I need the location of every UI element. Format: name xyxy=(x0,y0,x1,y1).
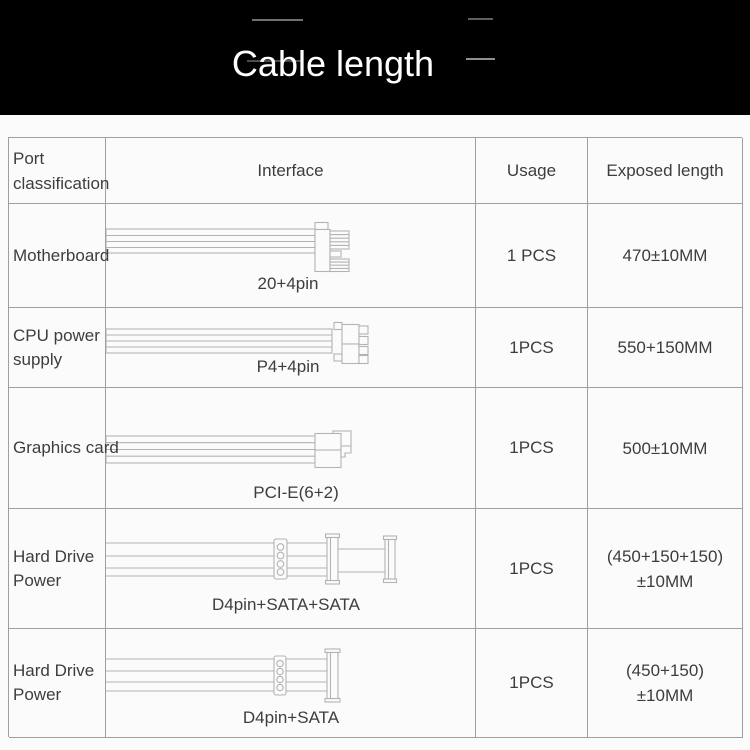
row-exposed-length xyxy=(588,388,743,509)
exposed-length-value: 500±10MM xyxy=(622,438,708,458)
header-port-classification: Port classification xyxy=(9,138,106,204)
row-exposed-length xyxy=(588,308,743,388)
row-usage: 1PCS xyxy=(476,509,588,629)
cable-label: P4+4pin xyxy=(256,357,320,376)
row-exposed-length xyxy=(588,204,743,308)
decorative-dash xyxy=(468,18,493,20)
row-interface xyxy=(106,509,476,629)
row-usage: 1PCS xyxy=(476,629,588,738)
row-usage: 1PCS xyxy=(476,388,588,509)
row-interface xyxy=(106,308,476,388)
row-classification: Hard Drive Power xyxy=(9,509,106,629)
exposed-length-value: 550+150MM xyxy=(617,338,713,357)
row-usage: 1 PCS xyxy=(476,204,588,308)
row-classification: Hard Drive Power xyxy=(9,629,106,738)
banner xyxy=(0,0,750,115)
exposed-length-value: (450+150+150) xyxy=(606,546,724,566)
row-classification: Graphics card xyxy=(9,388,106,509)
row-interface xyxy=(106,204,476,308)
row-classification: Motherboard xyxy=(9,204,106,308)
exposed-length-value: ±10MM xyxy=(636,571,694,591)
cable-length-table xyxy=(8,137,742,737)
row-classification: CPU power supply xyxy=(9,308,106,388)
cable-label: D4pin+SATA+SATA xyxy=(211,595,361,614)
row-usage: 1PCS xyxy=(476,308,588,388)
header-interface: Interface xyxy=(106,138,476,204)
exposed-length-value: ±10MM xyxy=(636,686,694,705)
header-exposed-length: Exposed length xyxy=(588,138,743,204)
decorative-dash xyxy=(466,58,495,60)
decorative-dash xyxy=(252,19,303,21)
cable-label: 20+4pin xyxy=(257,274,319,293)
row-interface xyxy=(106,629,476,738)
row-exposed-length xyxy=(588,629,743,738)
row-exposed-length xyxy=(588,509,743,629)
row-interface xyxy=(106,388,476,509)
exposed-length-value: 470±10MM xyxy=(622,246,708,265)
page-title: Cable length xyxy=(231,43,435,84)
exposed-length-value: (450+150) xyxy=(626,661,704,680)
cable-label: D4pin+SATA xyxy=(242,708,340,727)
cable-label: PCI-E(6+2) xyxy=(253,483,339,502)
header-usage: Usage xyxy=(476,138,588,204)
